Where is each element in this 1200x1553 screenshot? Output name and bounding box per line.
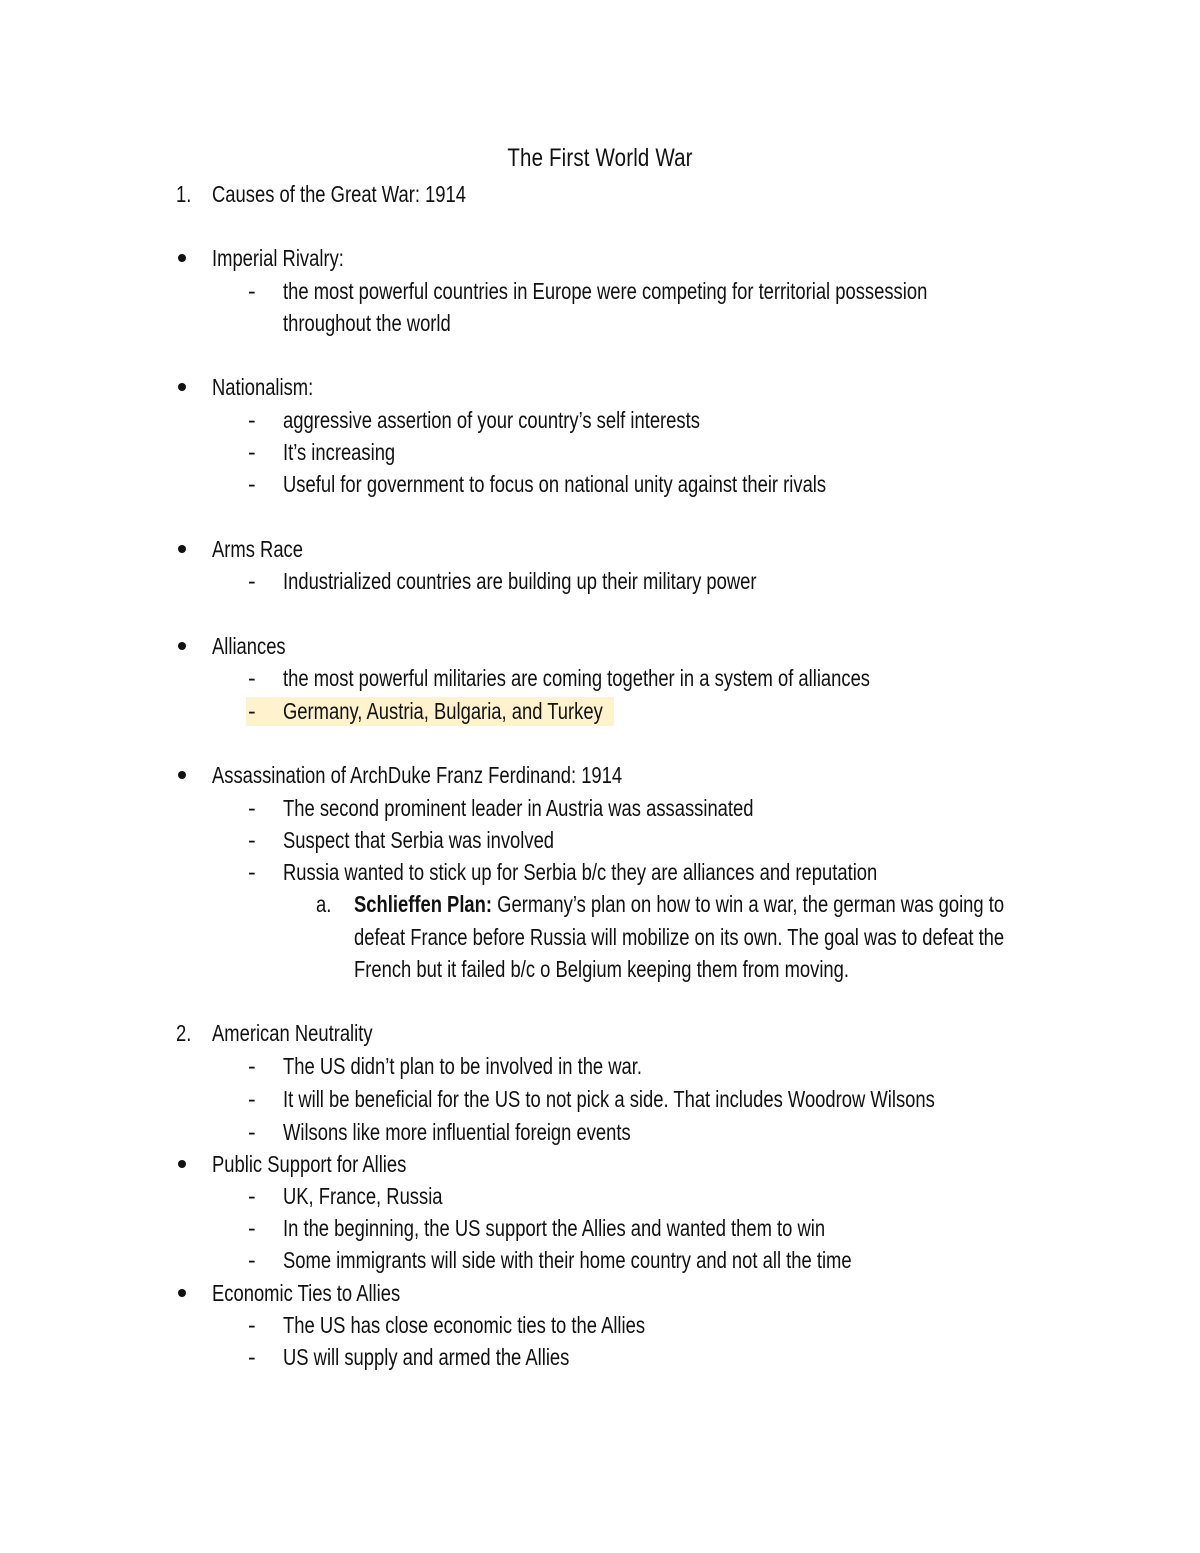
dash-icon: - [248, 827, 256, 853]
dash-icon: - [248, 471, 256, 497]
list-item [0, 1083, 1200, 1115]
bullet-label: Nationalism: [212, 374, 314, 400]
list-item [0, 1050, 1200, 1082]
item-text: Wilsons like more influential foreign events [283, 1119, 631, 1145]
list-item [0, 1341, 1200, 1373]
list-item-continuation [0, 307, 1200, 339]
bullet-label: Assassination of ArchDuke Franz Ferdinand: 1914 [212, 762, 623, 788]
sub-item-term: Schlieffen Plan: [354, 891, 493, 917]
item-text: Russia wanted to stick up for Serbia b/c they are alliances and reputation [283, 859, 878, 885]
dash-icon: - [248, 1215, 256, 1241]
item-text: UK, France, Russia [283, 1183, 443, 1209]
bullet-label: Economic Ties to Allies [212, 1280, 401, 1306]
dash-icon: - [248, 568, 256, 594]
list-item [0, 404, 1200, 436]
list-item [0, 856, 1200, 888]
bullet-label: Alliances [212, 633, 286, 659]
bullet-label: Public Support for Allies [212, 1151, 407, 1177]
dash-icon: - [248, 1183, 256, 1209]
bullet-icon [178, 771, 186, 779]
sub-list-item-continuation [0, 953, 1200, 985]
bullet-icon [178, 254, 186, 262]
bullet-icon [178, 1289, 186, 1297]
bullet-icon [178, 1160, 186, 1168]
list-item [0, 1180, 1200, 1212]
section-number: 1. [176, 181, 192, 207]
dash-icon: - [248, 439, 256, 465]
dash-icon: - [248, 698, 256, 724]
bullet-icon [178, 545, 186, 553]
item-text: aggressive assertion of your country’s self interests [283, 407, 700, 433]
list-item [0, 371, 1200, 403]
item-text: It will be beneficial for the US to not pick a side. That includes Woodrow Wilsons [283, 1086, 935, 1112]
bullet-icon [178, 642, 186, 650]
item-text: Some immigrants will side with their home country and not all the time [283, 1247, 852, 1273]
section-label: Causes of the Great War: 1914 [212, 181, 466, 207]
dash-icon: - [248, 1119, 256, 1145]
section-heading [0, 1017, 1200, 1049]
list-item [0, 1309, 1200, 1341]
section-label: American Neutrality [212, 1020, 373, 1046]
item-text: In the beginning, the US support the Allies and wanted them to win [283, 1215, 826, 1241]
dash-icon: - [248, 795, 256, 821]
list-item [0, 565, 1200, 597]
dash-icon: - [248, 1053, 256, 1079]
item-text: Suspect that Serbia was involved [283, 827, 555, 853]
list-item [0, 1148, 1200, 1180]
dash-icon: - [248, 859, 256, 885]
list-item [0, 662, 1200, 694]
bullet-icon [178, 383, 186, 391]
dash-icon: - [248, 407, 256, 433]
dash-icon: - [248, 1086, 256, 1112]
bullet-label: Imperial Rivalry: [212, 245, 344, 271]
item-text: US will supply and armed the Allies [283, 1344, 570, 1370]
bullet-label: Arms Race [212, 536, 303, 562]
highlighted-list-item [0, 695, 1200, 727]
list-item [0, 630, 1200, 662]
item-text: the most powerful militaries are coming together in a system of alliances [283, 665, 871, 691]
item-text: the most powerful countries in Europe were competing for territorial possession [283, 278, 928, 304]
list-item [0, 1277, 1200, 1309]
item-text: It’s increasing [283, 439, 396, 465]
section-number: 2. [176, 1020, 192, 1046]
list-item [0, 242, 1200, 274]
dash-icon: - [248, 1344, 256, 1370]
sub-marker: a. [316, 891, 332, 917]
list-item [0, 468, 1200, 500]
item-text: Useful for government to focus on national unity against their rivals [283, 471, 827, 497]
dash-icon: - [248, 278, 256, 304]
list-item [0, 275, 1200, 307]
list-item [0, 824, 1200, 856]
dash-icon: - [248, 1312, 256, 1338]
dash-icon: - [248, 1247, 256, 1273]
item-text: Industrialized countries are building up their military power [283, 568, 757, 594]
list-item [0, 759, 1200, 791]
dash-icon: - [248, 665, 256, 691]
sub-item-line [354, 888, 1004, 920]
list-item [0, 436, 1200, 468]
sub-list-item [0, 888, 1200, 920]
sub-item-text: Germany’s plan on how to win a war, the german was going to [492, 891, 1005, 917]
item-text: The second prominent leader in Austria was assassinated [283, 795, 754, 821]
item-text: The US has close economic ties to the Allies [283, 1312, 646, 1338]
list-item [0, 1116, 1200, 1148]
section-heading [0, 178, 1200, 210]
list-item [0, 792, 1200, 824]
sub-item-text: French but it failed b/c o Belgium keeping them from moving. [354, 956, 849, 982]
sub-item-text: defeat France before Russia will mobilize on its own. The goal was to defeat the [354, 924, 1005, 950]
list-item [0, 533, 1200, 565]
item-text: Germany, Austria, Bulgaria, and Turkey [283, 698, 603, 724]
page-title: The First World War [507, 144, 693, 172]
list-item [0, 1244, 1200, 1276]
list-item [0, 1212, 1200, 1244]
item-text: throughout the world [283, 310, 451, 336]
sub-list-item-continuation [0, 921, 1200, 953]
item-text: The US didn’t plan to be involved in the war. [283, 1053, 643, 1079]
